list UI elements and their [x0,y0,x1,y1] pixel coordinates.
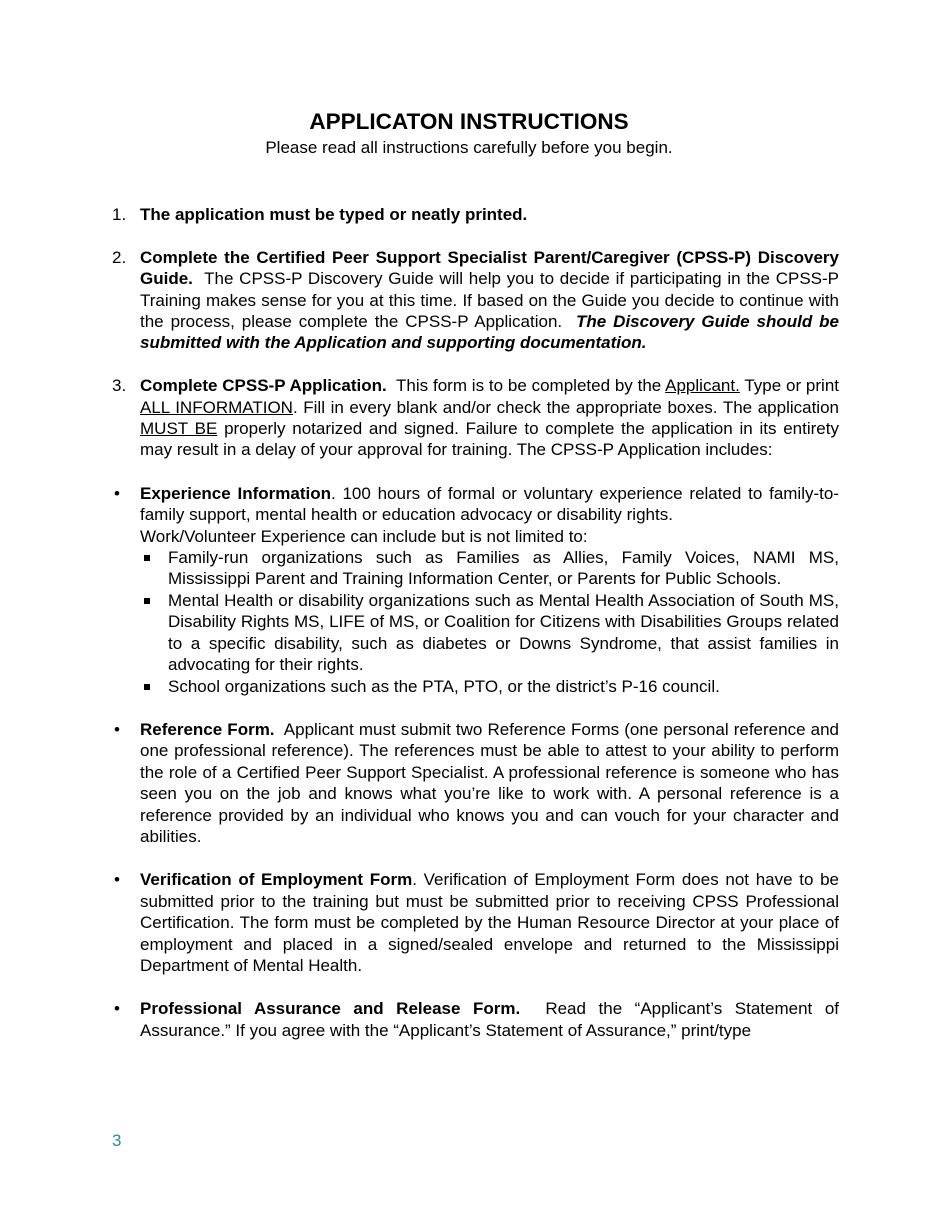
page-number: 3 [112,1131,122,1150]
item-text: . Fill in every blank and/or check the appropriate boxes. The application [292,397,839,417]
instruction-item-3 [112,375,839,461]
item-text: Type or print [744,376,839,396]
underlined-applicant: Applicant. [665,376,740,396]
bullet-marker: • [114,870,120,890]
bullet-heading: Verification of Employment Form [140,870,413,890]
bullet-heading: Reference Form. [140,719,275,739]
underlined-all-information: ALL INFORMATION [140,397,293,417]
bullet-heading: Experience Information [140,483,331,503]
item-text: This form is to be completed by the [396,376,662,396]
item-emphasis: The Discovery Guide should be submitted with the Application and supporting documentation. [140,312,839,353]
page-title: APPLICATON INSTRUCTIONS [309,109,629,134]
bullet-text: . 100 hours of formal or voluntary experience related to family-to-family support, mental health or education advocacy or disability rights. [140,483,839,525]
sublist-item: Family-run organizations such as Families as Allies, Family Voices, NAMI MS, Mississippi Parent and Training Information Center, or Parents for Public Schools. [140,547,839,590]
item-heading: The application must be typed or neatly printed. [140,205,528,224]
bullet-professional-assurance [112,998,839,1041]
experience-sublist [140,547,839,697]
bullet-verification-of-employment [112,869,839,976]
experience-intro: Work/Volunteer Experience can include but is not limited to: [140,526,588,546]
bullet-text: Applicant must submit two Reference Forms (one personal reference and one professional reference). The references must be able to attest to your ability to perform the role of a Certified Peer Support Specialist. A professional reference is someone who has seen you on the job and knows what you’re like to work with. A personal reference is a reference provided by an individual who knows you and can vouch for your character and abilities. [140,719,839,846]
square-bullet-icon [144,598,150,604]
bullet-text: Read the “Applicant’s Statement of Assurance.” If you agree with the “Applicant’s Statement of Assurance,” print/type [140,999,839,1040]
item-number: 2. [112,247,127,267]
bullet-marker: • [114,483,120,503]
underlined-must-be: MUST BE [140,419,218,439]
item-heading: Complete CPSS-P Application. [140,376,387,396]
instructions-body [112,204,839,1041]
instruction-item-2 [112,247,839,354]
bullet-text: . Verification of Employment Form does not have to be submitted prior to the training but must be submitted prior to receiving CPSS Professional Certification. The form must be completed by the Human Resource Director at your place of employment and placed in a signed/sealed envelope and returned to the Mississippi Department of Mental Health. [140,870,840,975]
bullet-heading: Professional Assurance and Release Form. [140,999,521,1019]
item-heading: Complete the Certified Peer Support Specialist Parent/Caregiver (CPSS-P) Discovery Guide. [140,247,839,289]
item-text: The CPSS-P Discovery Guide will help you to decide if participating in the CPSS-P Training makes sense for you at this time. If based on the Guide you decide to continue with the process, please complete the CPSS-P Application. [140,269,840,332]
bullet-experience-information [112,483,839,697]
item-number: 3. [112,376,127,396]
sublist-item: School organizations such as the PTA, PTO, or the district’s P-16 council. [140,676,839,697]
instruction-item-1 [112,204,839,225]
sublist-item: Mental Health or disability organizations such as Mental Health Association of South MS, Disability Rights MS, LIFE of MS, or Coalition for Citizens with Disabilities Groups related to a specific disability, such as diabetes or Downs Syndrome, that assist families in advocating for their rights. [140,590,839,676]
page-subtitle: Please read all instructions carefully before you begin. [265,138,673,157]
square-bullet-icon [144,684,150,690]
item-number: 1. [112,205,127,224]
bullet-reference-form [112,719,839,847]
square-bullet-icon [144,555,150,561]
bullet-marker: • [114,719,120,739]
bullet-marker: • [114,999,120,1019]
item-text: properly notarized and signed. Failure to complete the application in its entirety may result in a delay of your approval for training. The CPSS-P Application includes: [140,419,839,460]
